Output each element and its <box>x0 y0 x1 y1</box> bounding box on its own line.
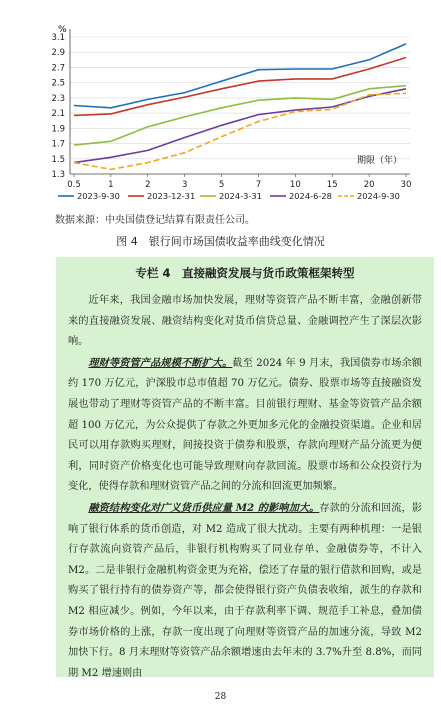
paragraph-2-body: 截至 2024 年 9 月末，我国债券市场余额约 170 万亿元，沪深股市总市值超 70 万亿元。债券、股票市场等直接融资发展也带动了理财等资管产品的不断丰富。目前银行理财、基金等资管产品余额超 100 万亿元，为公众提供了存款之外更加多元化的金融投资渠道。企业和居民可以用存款购买理财，间接投资于债券和股票，存款向理财产品分流更为便利，同时资产价格变化也可能导致理财向存款回流。股票市场和公众投资行为变化，使得存款和理财资管产品之间的分流和回流更加频繁。 <box>68 357 422 493</box>
x-tick-label: 2 <box>145 180 151 190</box>
column-box <box>56 257 434 677</box>
legend-label: 2024-9-30 <box>357 191 400 201</box>
series-lines <box>74 44 406 169</box>
x-tick-label: 0.5 <box>67 180 81 190</box>
y-tick-labels <box>51 33 65 180</box>
series-line-2023-9-30 <box>74 44 406 108</box>
paragraph-3-body: 存款的分流和回流，影响了银行体系的货币创造，对 M2 造成了很大扰动。主要有两种机理：一是银行存款流向资管产品后，非银行机构购买了同业存单、金融债券等，不计入 M2。二是非银行金融机构资金更为充裕，偿还了存量的银行借款和回购，或是购买了银行持有的债券资产等，都会使得银行资产负债表收缩，派生的存款和 M2 相应减少。例如，今年以来，由于存款利率下调、规范手工补息，叠加债券市场价格的上涨，存款一度出现了向理财等资管产品的加速分流，导致 M2 加快下行。8 月末理财等资管产品余额增速由去年末的 3.7%升至 8.8%，而同期 M2 增速则由 <box>68 502 422 679</box>
x-tick-label: 5 <box>218 180 225 190</box>
series-line-2023-12-31 <box>74 58 406 116</box>
page-number: 28 <box>214 692 227 702</box>
x-tick-label: 7 <box>255 180 262 190</box>
paragraph-2-lead: 理财等资管产品规模不断扩大。 <box>88 356 233 369</box>
x-tick-label: 3 <box>181 180 188 190</box>
legend-label: 2023-12-31 <box>147 191 196 201</box>
paragraph-3 <box>68 498 422 684</box>
y-tick-label: 3.1 <box>51 33 65 43</box>
y-tick-label: 2.1 <box>51 109 65 120</box>
legend-label: 2024-3-31 <box>219 191 262 201</box>
y-tick-label: 2.7 <box>51 63 65 74</box>
figure-caption: 图 4 银行间市场国债收益率曲线变化情况 <box>116 235 325 248</box>
y-tick-label: 2.5 <box>51 78 65 89</box>
legend-label: 2024-6-28 <box>289 191 332 201</box>
paragraph-3-lead: 融资结构变化对广义货币供应量 M2 的影响加大。 <box>88 501 320 514</box>
x-tick-label: 1 <box>108 180 114 190</box>
x-tick-label: 30 <box>400 180 412 190</box>
chart-gridlines <box>70 37 410 159</box>
x-tick-label: 10 <box>289 180 301 190</box>
paragraph-2 <box>68 353 422 498</box>
source-note: 数据来源：中央国债登记结算有限责任公司。 <box>55 215 255 226</box>
legend-label: 2023-9-30 <box>77 191 120 201</box>
y-tick-label: 1.9 <box>51 124 65 135</box>
yield-curve-chart <box>0 0 441 210</box>
column-title: 专栏 4 直接融资发展与货币政策框架转型 <box>135 266 355 280</box>
y-tick-label: 1.3 <box>51 170 65 180</box>
y-tick-label: 2.3 <box>51 93 65 104</box>
paragraph-1: 近年来，我国金融市场加快发展，理财等资管产品不断丰富，金融创新带来的直接融资发展、融资结构变化对货币信贷总量、金融调控产生了深层次影响。 <box>68 295 422 348</box>
chart-legend <box>58 191 400 201</box>
y-tick-label: 1.5 <box>51 154 65 165</box>
x-tick-label: 15 <box>326 180 338 190</box>
series-line-2024-6-28 <box>74 89 406 163</box>
y-unit-label: % <box>58 25 67 35</box>
x-tick-labels <box>67 180 411 190</box>
series-line-2024-3-31 <box>74 86 406 145</box>
x-tick-label: 20 <box>363 180 375 190</box>
y-tick-label: 1.7 <box>51 139 65 150</box>
x-axis-title: 期限（年） <box>357 156 403 166</box>
y-tick-label: 2.9 <box>51 48 65 59</box>
